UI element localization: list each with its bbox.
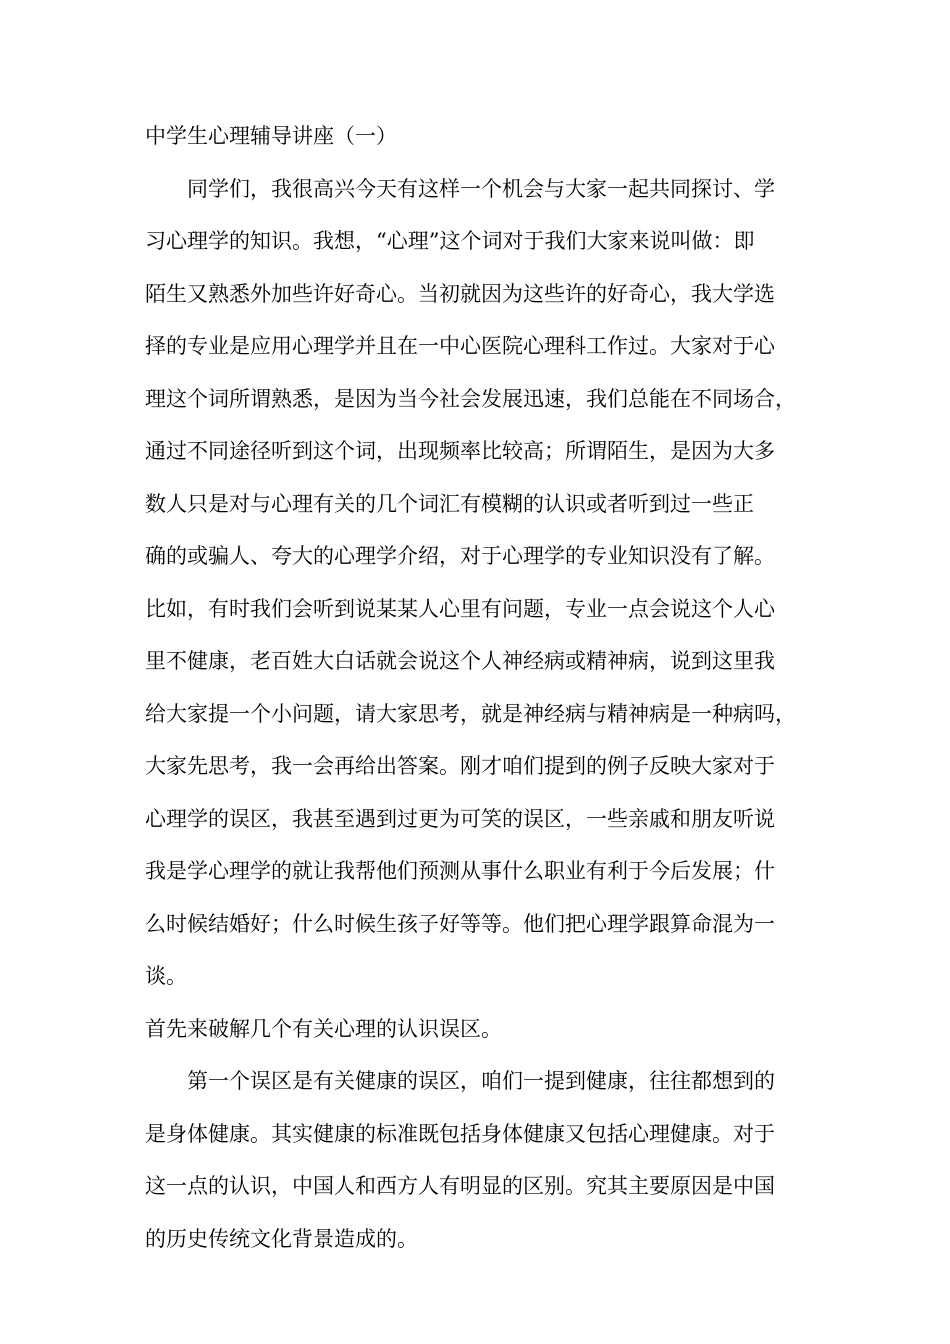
paragraph-line: 第一个误区是有关健康的误区，咱们一提到健康，往往都想到的 (187, 1069, 775, 1093)
document-title: 中学生心理辅导讲座（一） (145, 124, 397, 148)
paragraph-line: 我是学心理学的就让我帮他们预测从事什么职业有利于今后发展；什 (145, 859, 775, 883)
paragraph-line: 确的或骗人、夸大的心理学介绍，对于心理学的专业知识没有了解。 (145, 544, 775, 568)
paragraph-line: 通过不同途径听到这个词，出现频率比较高；所谓陌生，是因为大多 (145, 439, 775, 463)
paragraph-line: 这一点的认识，中国人和西方人有明显的区别。究其主要原因是中国 (145, 1174, 775, 1198)
paragraph-line: 数人只是对与心理有关的几个词汇有模糊的认识或者听到过一些正 (145, 491, 754, 516)
paragraph-line: 比如，有时我们会听到说某某人心里有问题，专业一点会说这个人心 (145, 596, 775, 621)
paragraph-line: 陌生又熟悉外加些许好奇心。当初就因为这些许的好奇心，我大学选 (145, 281, 775, 306)
paragraph-line: 同学们，我很高兴今天有这样一个机会与大家一起共同探讨、学 (187, 176, 775, 201)
paragraph-line: 谈。 (145, 964, 187, 988)
paragraph-line: 里不健康，老百姓大白话就会说这个人神经病或精神病，说到这里我 (145, 649, 775, 673)
paragraph-line: 择的专业是应用心理学并且在一中心医院心理科工作过。大家对于心 (145, 334, 775, 358)
paragraph-line: 习心理学的知识。我想，“心理”这个词对于我们大家来说叫做：即 (145, 229, 755, 253)
paragraph-line: 么时候结婚好；什么时候生孩子好等等。他们把心理学跟算命混为一 (145, 911, 775, 936)
paragraph-line: 的历史传统文化背景造成的。 (145, 1226, 418, 1251)
paragraph-line: 心理学的误区，我甚至遇到过更为可笑的误区，一些亲戚和朋友听说 (145, 806, 775, 831)
paragraph-intro (145, 163, 815, 1003)
paragraph-line: 大家先思考，我一会再给出答案。刚才咱们提到的例子反映大家对于 (145, 754, 775, 778)
document-body (145, 110, 815, 1265)
paragraph-line: 给大家提一个小问题，请大家思考，就是神经病与精神病是一种病吗， (145, 701, 796, 726)
section-heading: 首先来破解几个有关心理的认识误区。 (145, 1016, 502, 1041)
paragraph-line: 理这个词所谓熟悉，是因为当今社会发展迅速，我们总能在不同场合， (145, 386, 796, 411)
paragraph-health-myth (145, 1055, 815, 1265)
paragraph-line: 是身体健康。其实健康的标准既包括身体健康又包括心理健康。对于 (145, 1121, 775, 1146)
